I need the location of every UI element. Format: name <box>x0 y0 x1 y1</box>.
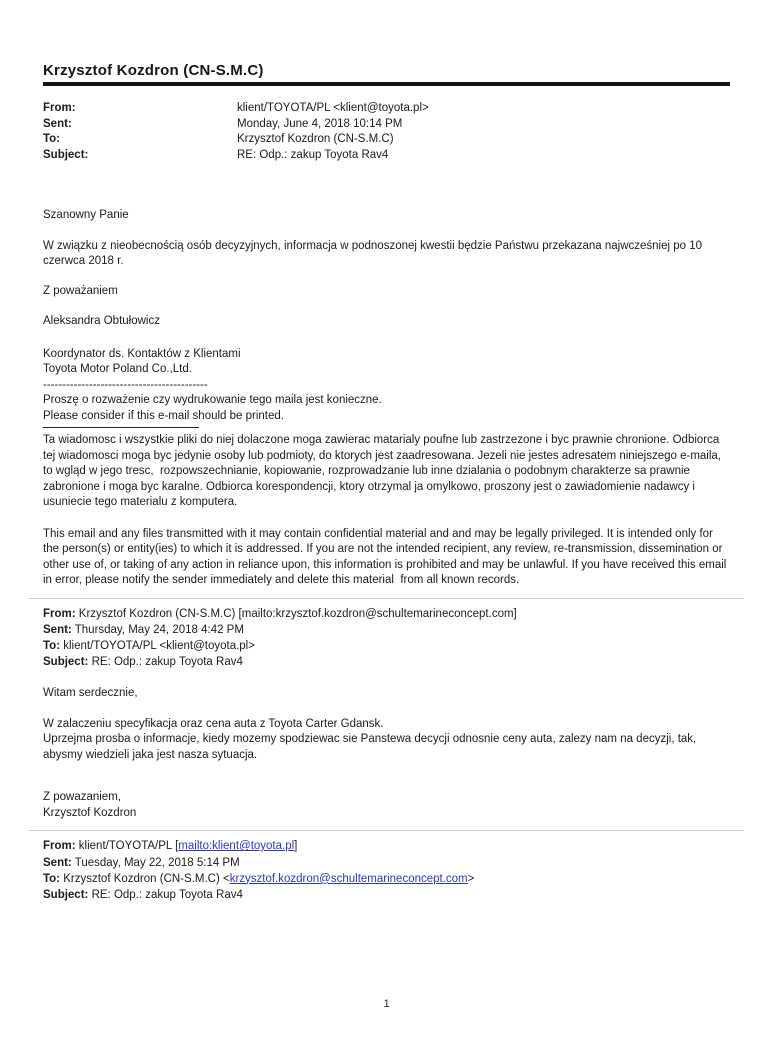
quoted1-subject-label: Subject: <box>43 656 89 669</box>
signature-company: Toyota Motor Poland Co.,Ltd. <box>43 363 192 375</box>
quoted2-to-label: To: <box>43 872 61 885</box>
sent-label: Sent: <box>43 117 72 130</box>
quoted1-body <box>43 717 730 764</box>
quoted1-body-line1: W zalaczeniu specyfikacja oraz cena auta z Toyota Carter Gdansk. <box>43 717 384 730</box>
eco-note-pl: Proszę o rozważenie czy wydrukowanie tego maila jest konieczne. <box>43 394 382 406</box>
quoted1-body-line2: Uprzejma prosba o informacje, kiedy mozemy spodziewac sie Panstewa decycji odnosnie ceny auta, zalezy nam na decyzji, tak, abysmy wiedzieli jaka jest nasza sytuacja. <box>43 733 700 761</box>
quoted1-to-line <box>43 638 730 654</box>
email-header <box>43 101 730 163</box>
quoted2-subject-label: Subject: <box>43 888 89 901</box>
header-row-from <box>43 101 730 117</box>
signature-role: Koordynator ds. Kontaktów z Klientami <box>43 347 241 360</box>
from-label: From: <box>43 102 76 114</box>
quoted1-sent-line <box>43 622 730 638</box>
page-title: Krzysztof Kozdron (CN-S.M.C) <box>43 62 264 79</box>
quoted2-from-prefix: klient/TOYOTA/PL [ <box>78 840 179 853</box>
to-value: Krzysztof Kozdron (CN-S.M.C) <box>237 133 394 145</box>
quoted2-to-prefix: Krzysztof Kozdron (CN-S.M.C) < <box>63 872 230 885</box>
quoted2-from-label: From: <box>43 840 76 853</box>
quoted2-sent-label: Sent: <box>43 856 72 869</box>
quoted1-sent-label: Sent: <box>43 623 72 636</box>
quoted2-from-line <box>43 838 730 854</box>
header-row-sent <box>43 117 730 133</box>
quoted1-closing: Z powazaniem, <box>43 791 121 804</box>
quoted1-to-value: klient/TOYOTA/PL <klient@toyota.pl> <box>63 639 255 652</box>
from-mailto-link[interactable]: mailto:klient@toyota.pl <box>178 840 295 853</box>
to-mailto-link[interactable]: krzysztof.kozdron@schultemarineconcept.com <box>229 872 468 885</box>
disclaimer-english: This email and any files transmitted with it may contain confidential material and and may be legally privileged. It is intended only for the person(s) or entity(ies) to which it is addressed. If you are not the intended recipient, any review, re-transmission, dissemination or other use of, or taking of any action in reliance upon, this information is prohibited and may be unlawful. If you have received this email in error, please notify the sender immediately and delete this material from all known records. <box>43 527 730 586</box>
quoted1-from-label: From: <box>43 607 76 620</box>
body-paragraph: W związku z nieobecnością osób decyzyjnych, informacja w podnoszonej kwestii będzie Państwu przekazana najwcześniej po 10 czerwca 2018 r. <box>43 239 706 267</box>
quoted1-subject-value: RE: Odp.: zakup Toyota Rav4 <box>91 656 243 669</box>
underscore-separator <box>43 427 199 428</box>
subject-value: RE: Odp.: zakup Toyota Rav4 <box>237 148 389 161</box>
quoted2-sent-line <box>43 855 730 871</box>
quoted-email-1-header <box>43 606 730 671</box>
quoted-email-2-header <box>43 838 730 903</box>
quoted2-sent-value: Tuesday, May 22, 2018 5:14 PM <box>74 856 240 869</box>
quoted1-greeting: Witam serdecznie, <box>43 687 138 700</box>
quoted1-signature: Krzysztof Kozdron <box>43 806 137 819</box>
quoted2-subject-value: RE: Odp.: zakup Toyota Rav4 <box>91 888 243 901</box>
closing: Z poważaniem <box>43 284 118 297</box>
header-row-subject <box>43 148 730 164</box>
quoted1-from-value: Krzysztof Kozdron (CN-S.M.C) [mailto:krzysztof.kozdron@schultemarineconcept.com] <box>78 607 517 620</box>
signature-block <box>43 347 730 425</box>
dashed-separator: ------------------------------------------- <box>43 378 208 391</box>
section-divider <box>29 830 744 831</box>
greeting: Szanowny Panie <box>43 209 129 221</box>
section-divider <box>29 598 744 599</box>
email-printout-page <box>0 62 773 1062</box>
disclaimer-polish: Ta wiadomosc i wszystkie pliki do niej dolaczone moga zawierac matarialy poufne lub zastrzezone i byc prawnie chronione. Odbiorca tej wiadomosci moga byc jedynie osoby lub podmioty, do ktorych jest zaadresowana. Jezeli nie jestes adresatem niniejszego e-maila, to wgląd w jego tresc, rozpowszechnianie, kopiowanie, rozprowadzanie lub inne dzialania o podobnym charakterze sa prawnie zabronione i moga byc karalne. Odbiorca korespondencji, ktory otrzymal ja omylkowo, proszony jest o zawiadomienie nadawcy i usuniecie tego materialu z komputera. <box>43 434 725 508</box>
to-label: To: <box>43 133 61 145</box>
sent-value: Monday, June 4, 2018 10:14 PM <box>237 117 403 130</box>
subject-label: Subject: <box>43 148 89 161</box>
quoted2-to-line <box>43 871 730 887</box>
header-row-to <box>43 132 730 148</box>
quoted1-from-line <box>43 606 730 622</box>
signature-name: Aleksandra Obtułowicz <box>43 315 160 327</box>
from-value: klient/TOYOTA/PL <klient@toyota.pl> <box>237 102 429 114</box>
quoted1-sent-value: Thursday, May 24, 2018 4:42 PM <box>74 623 244 636</box>
title-rule <box>43 82 730 86</box>
quoted1-subject-line <box>43 654 730 670</box>
quoted1-to-label: To: <box>43 639 61 652</box>
quoted2-subject-line <box>43 887 730 903</box>
quoted2-to-suffix: > <box>467 872 475 885</box>
page-number: 1 <box>383 998 390 1010</box>
eco-note-en: Please consider if this e-mail should be printed. <box>43 409 284 422</box>
quoted2-from-suffix: ] <box>294 840 298 853</box>
